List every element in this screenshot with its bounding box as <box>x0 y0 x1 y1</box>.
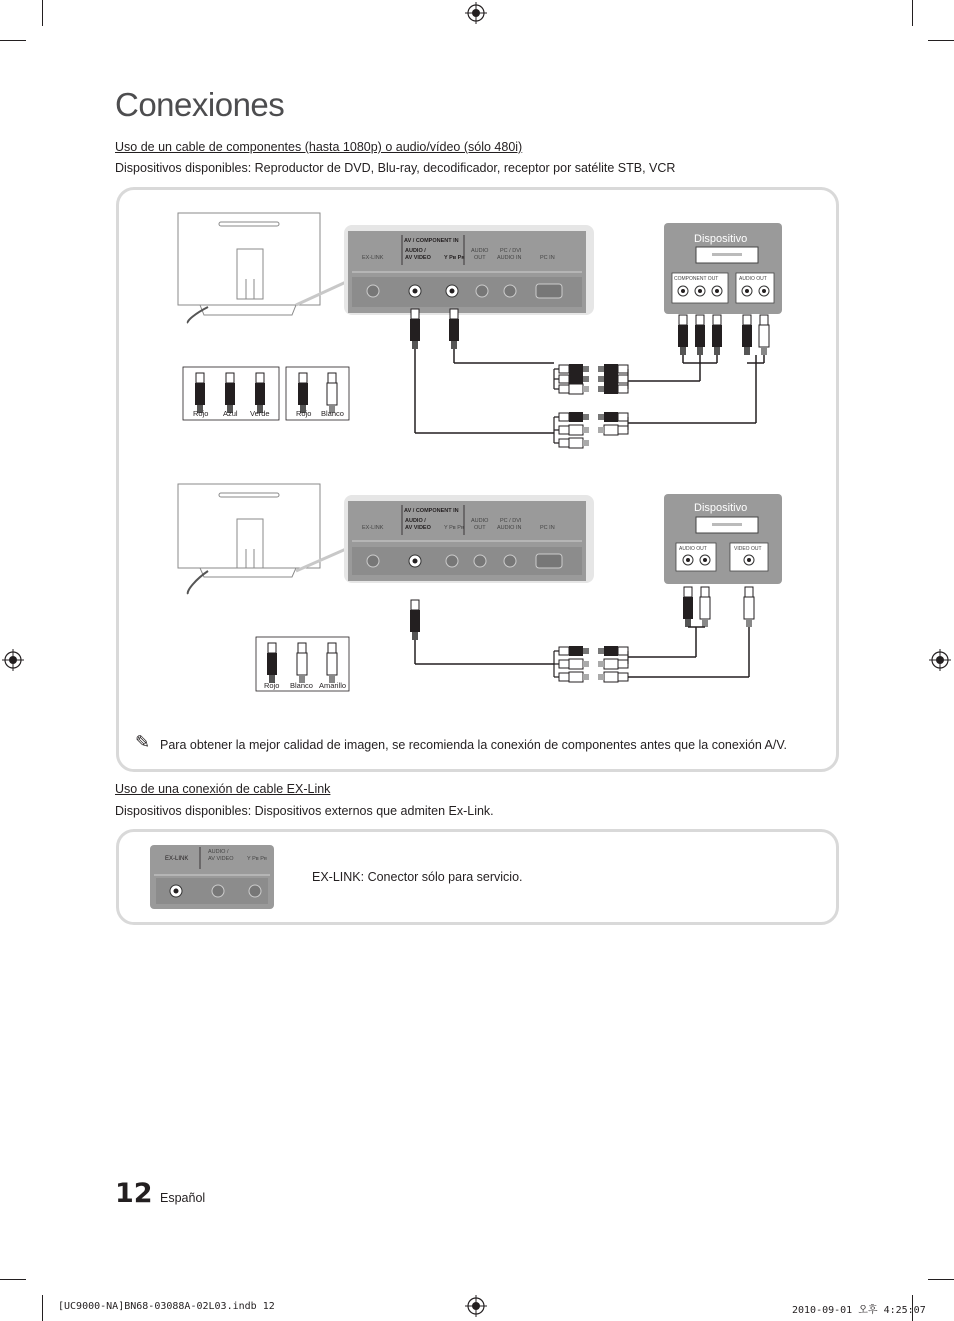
panel-pcdvi-label-1: PC / DVI <box>500 248 522 254</box>
crop-mark <box>928 40 954 41</box>
device-1-label: Dispositivo <box>694 233 748 245</box>
panel-ypbpr-label: Y Pв Pʀ <box>444 255 465 261</box>
panel-exlink-label: EX-LINK <box>362 255 384 261</box>
panel2-pcdvi-label-2: AUDIO IN <box>497 525 522 531</box>
legend-blanco-av: Blanco <box>290 681 313 690</box>
crop-mark <box>0 1279 26 1280</box>
legend-verde: Verde <box>250 409 270 418</box>
panel-pcin-label: PC IN <box>540 255 555 261</box>
legend-amarillo-av: Amarillo <box>319 681 347 690</box>
tv-panel-1 <box>344 225 594 315</box>
section-devices-component: Dispositivos disponibles: Reproductor de DVD, Blu-ray, decodificador, receptor por satélite STB, VCR <box>115 161 676 175</box>
exlink-term: EX-LINK: <box>312 870 365 884</box>
device-1-component-out: COMPONENT OUT <box>674 276 719 282</box>
panel-audio-out-label-2: OUT <box>474 255 486 261</box>
panel-audio-out-label-1: AUDIO <box>471 248 489 254</box>
exlink-panel-audio-2: AV VIDEO <box>208 856 234 862</box>
tv-panel-2 <box>344 495 594 583</box>
diagram-component-connection <box>116 187 836 769</box>
device-2-audio-out: AUDIO OUT <box>679 546 707 552</box>
device-2-label: Dispositivo <box>694 502 748 514</box>
panel2-audio-av-label-1: AUDIO / <box>405 518 426 524</box>
device-1-audio-out: AUDIO OUT <box>739 276 767 282</box>
device-2-video-out: VIDEO OUT <box>734 546 762 552</box>
legend-rojo: Rojo <box>193 409 209 418</box>
crop-mark <box>928 1279 954 1280</box>
cable-bundle-audio <box>554 412 628 448</box>
page-number: 12 <box>115 1178 153 1209</box>
crop-mark <box>42 1295 43 1321</box>
panel2-audio-av-label-2: AV VIDEO <box>405 525 431 531</box>
cable-bundle-av <box>554 646 628 682</box>
section-devices-exlink: Dispositivos disponibles: Dispositivos externos que admiten Ex-Link. <box>115 804 494 818</box>
exlink-panel-exlink: EX-LINK <box>165 856 189 862</box>
panel-group-label: AV / COMPONENT IN <box>404 238 459 244</box>
panel2-pcin-label: PC IN <box>540 525 555 531</box>
panel2-exlink-label: EX-LINK <box>362 525 384 531</box>
panel-audio-av-label-1: AUDIO / <box>405 248 426 254</box>
page-language: Español <box>160 1191 206 1205</box>
exlink-desc-text: Conector sólo para servicio. <box>364 870 523 884</box>
exlink-panel-ypbpr: Y Pв Pʀ <box>247 856 267 862</box>
panel2-audio-out-label-1: AUDIO <box>471 518 489 524</box>
panel2-ypbpr-label: Y Pв Pʀ <box>444 525 464 531</box>
crop-mark <box>0 40 26 41</box>
legend-azul: Azul <box>223 409 238 418</box>
exlink-panel-illustration <box>150 845 274 909</box>
note-text: Para obtener la mejor calidad de imagen, se recomienda la conexión de componentes antes que la conexión A/V. <box>160 738 788 752</box>
tv-back-illustration <box>178 213 346 323</box>
footer-date: 2010-09-01 오후 4:25:07 <box>792 1305 926 1316</box>
crop-mark <box>912 0 913 26</box>
cable-bundle-component <box>554 364 628 394</box>
panel2-pcdvi-label-1: PC / DVI <box>500 518 522 524</box>
registration-mark-icon <box>929 649 951 671</box>
panel2-audio-out-label-2: OUT <box>474 525 486 531</box>
legend-blanco-audio: Blanco <box>321 409 344 418</box>
legend-rojo-audio: Rojo <box>296 409 312 418</box>
registration-mark-icon <box>2 649 24 671</box>
registration-mark-icon <box>465 1295 487 1317</box>
exlink-panel-audio-1: AUDIO / <box>208 849 229 855</box>
panel-pcdvi-label-2: AUDIO IN <box>497 255 522 261</box>
panel2-group-label: AV / COMPONENT IN <box>404 508 459 514</box>
page-title: Conexiones <box>115 86 285 123</box>
registration-mark-icon <box>465 2 487 24</box>
exlink-description <box>312 870 523 884</box>
legend-rojo-av: Rojo <box>264 681 280 690</box>
note-pencil-icon: ✎ <box>135 732 151 752</box>
tv-back-illustration-2 <box>178 484 346 594</box>
section-heading-exlink: Uso de una conexión de cable EX-Link <box>115 782 331 796</box>
crop-mark <box>42 0 43 26</box>
panel-audio-av-label-2: AV VIDEO <box>405 255 431 261</box>
section-heading-component: Uso de un cable de componentes (hasta 1080p) o audio/vídeo (sólo 480i) <box>115 140 523 154</box>
footer-file: [UC9000-NA]BN68-03088A-02L03.indb 12 <box>58 1301 275 1312</box>
